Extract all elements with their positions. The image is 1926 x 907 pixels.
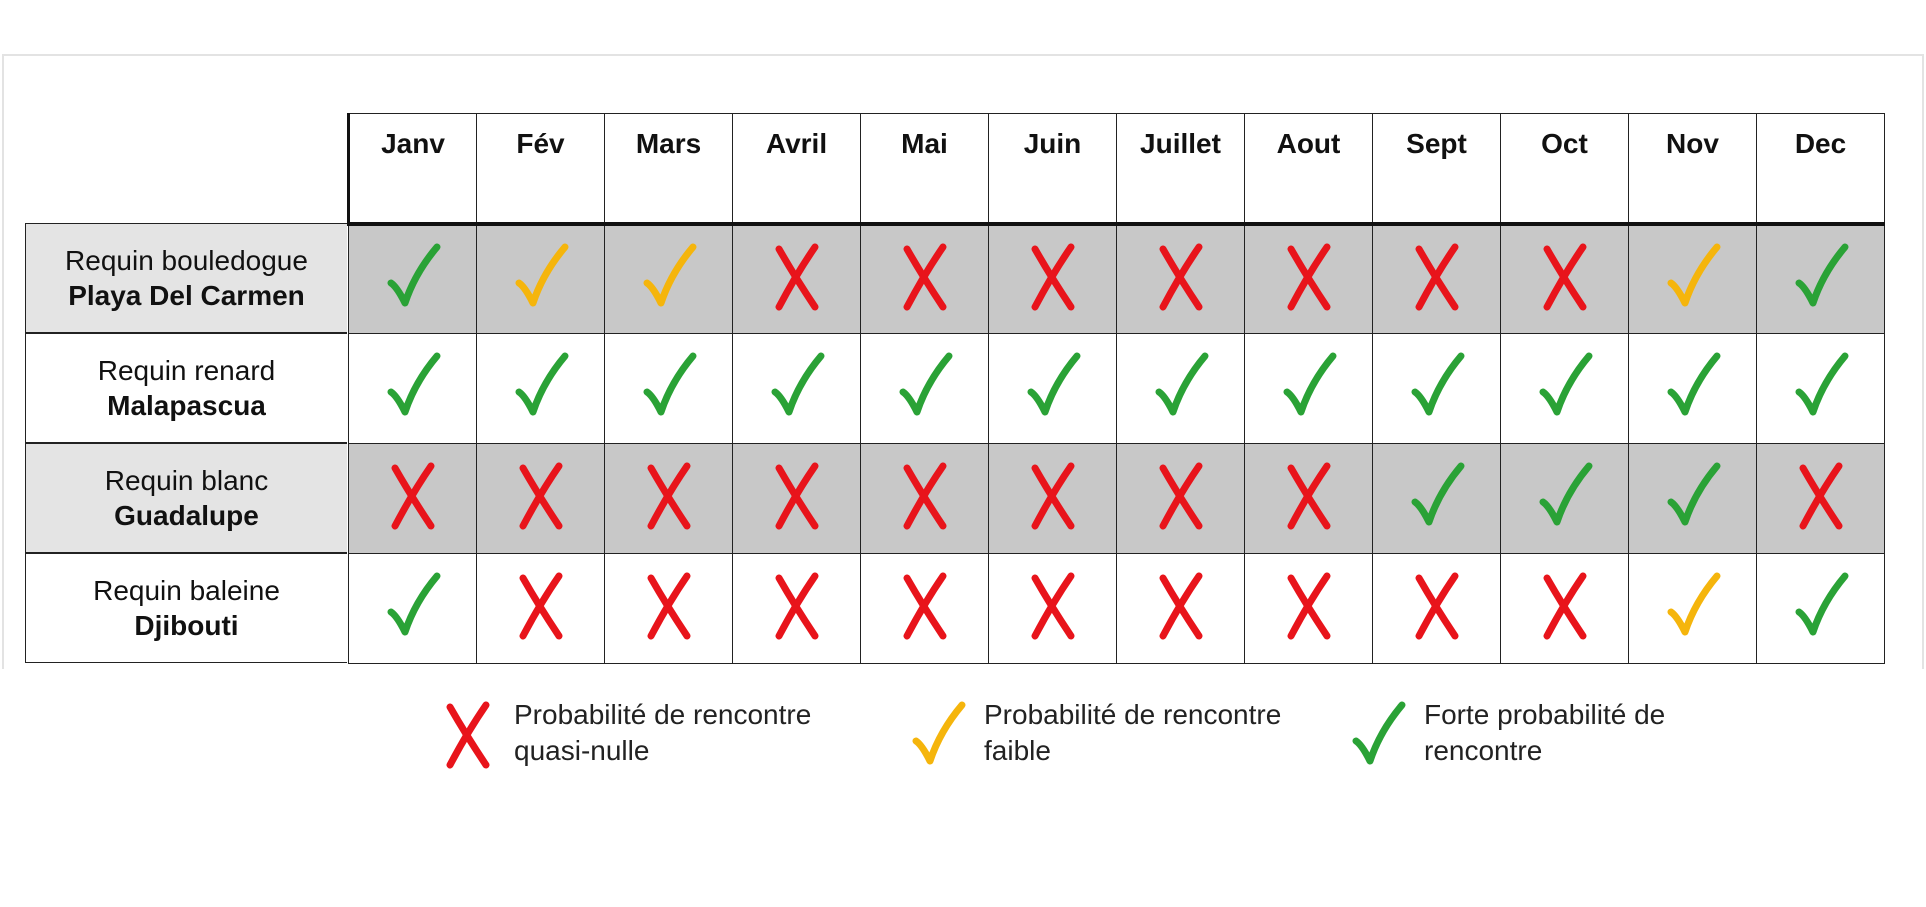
cell-juillet <box>1117 224 1245 334</box>
green-check-icon <box>641 352 697 420</box>
month-header-0: Janv <box>349 114 477 224</box>
cell-dec <box>1757 444 1885 554</box>
month-header-10: Nov <box>1629 114 1757 224</box>
red-cross-icon <box>641 572 697 640</box>
red-cross-icon <box>641 462 697 530</box>
row-label <box>25 333 347 443</box>
red-cross-icon <box>1409 243 1465 311</box>
cell-janv <box>349 224 477 334</box>
month-header-11: Dec <box>1757 114 1885 224</box>
green-check-icon <box>385 572 441 640</box>
cell-aout <box>1245 334 1373 444</box>
cell-mai <box>861 224 989 334</box>
cell-oct <box>1501 444 1629 554</box>
legend-item-none <box>440 697 854 773</box>
cell-mars <box>605 334 733 444</box>
cell-dec <box>1757 554 1885 664</box>
cell-mai <box>861 554 989 664</box>
cell-nov <box>1629 224 1757 334</box>
green-check-icon <box>1793 352 1849 420</box>
red-cross-icon <box>1281 572 1337 640</box>
cell-aout <box>1245 224 1373 334</box>
red-cross-icon <box>385 462 441 530</box>
red-cross-icon <box>1025 462 1081 530</box>
species-name: Requin bouledogue <box>65 245 308 276</box>
red-cross-icon <box>769 462 825 530</box>
green-check-icon <box>1281 352 1337 420</box>
cell-fév <box>477 334 605 444</box>
orange-check-icon <box>1665 243 1721 311</box>
cell-juillet <box>1117 554 1245 664</box>
green-check-icon <box>385 352 441 420</box>
month-header-8: Sept <box>1373 114 1501 224</box>
row-label <box>25 553 347 663</box>
month-header-row <box>349 114 1885 224</box>
orange-check-icon <box>641 243 697 311</box>
location-name: Guadalupe <box>114 500 259 531</box>
species-name: Requin baleine <box>93 575 280 606</box>
location-name: Malapascua <box>107 390 266 421</box>
cell-dec <box>1757 334 1885 444</box>
cell-dec <box>1757 224 1885 334</box>
month-header-6: Juillet <box>1117 114 1245 224</box>
green-check-icon <box>897 352 953 420</box>
red-cross-icon <box>1153 243 1209 311</box>
green-check-icon <box>1409 352 1465 420</box>
green-check-icon <box>1793 572 1849 640</box>
legend-text: Probabilité de rencontre quasi-nulle <box>514 699 812 767</box>
orange-check-icon <box>513 243 569 311</box>
legend-text: Probabilité de rencontre faible <box>984 699 1282 767</box>
cell-mars <box>605 444 733 554</box>
green-check-icon <box>1350 697 1406 773</box>
green-check-icon <box>513 352 569 420</box>
table-row <box>349 334 1885 444</box>
cell-oct <box>1501 554 1629 664</box>
cell-aout <box>1245 554 1373 664</box>
legend-item-low <box>910 697 1324 773</box>
red-cross-icon <box>769 572 825 640</box>
red-cross-icon <box>1281 243 1337 311</box>
cell-nov <box>1629 554 1757 664</box>
cell-nov <box>1629 444 1757 554</box>
cell-juin <box>989 224 1117 334</box>
table-row <box>349 224 1885 334</box>
red-cross-icon <box>440 697 496 773</box>
green-check-icon <box>1793 243 1849 311</box>
red-cross-icon <box>1025 572 1081 640</box>
red-cross-icon <box>1153 572 1209 640</box>
month-header-7: Aout <box>1245 114 1373 224</box>
legend-text: Forte probabilité de rencontre <box>1424 699 1666 767</box>
cell-juin <box>989 554 1117 664</box>
cell-juillet <box>1117 444 1245 554</box>
cell-oct <box>1501 334 1629 444</box>
green-check-icon <box>1153 352 1209 420</box>
red-cross-icon <box>897 243 953 311</box>
cell-aout <box>1245 444 1373 554</box>
table-row <box>349 444 1885 554</box>
shark-calendar-table <box>347 113 1885 664</box>
location-name: Playa Del Carmen <box>68 280 305 311</box>
red-cross-icon <box>513 462 569 530</box>
red-cross-icon <box>897 572 953 640</box>
red-cross-icon <box>1025 243 1081 311</box>
cell-avril <box>733 554 861 664</box>
green-check-icon <box>385 243 441 311</box>
cell-mai <box>861 334 989 444</box>
row-label <box>25 223 347 333</box>
month-header-9: Oct <box>1501 114 1629 224</box>
red-cross-icon <box>1409 572 1465 640</box>
cell-sept <box>1373 554 1501 664</box>
cell-fév <box>477 444 605 554</box>
red-cross-icon <box>1793 462 1849 530</box>
month-header-2: Mars <box>605 114 733 224</box>
red-cross-icon <box>769 243 825 311</box>
cell-oct <box>1501 224 1629 334</box>
month-header-1: Fév <box>477 114 605 224</box>
cell-janv <box>349 444 477 554</box>
red-cross-icon <box>1537 243 1593 311</box>
location-name: Djibouti <box>134 610 239 641</box>
cell-nov <box>1629 334 1757 444</box>
cell-juin <box>989 444 1117 554</box>
green-check-icon <box>1537 462 1593 530</box>
cell-mars <box>605 554 733 664</box>
orange-check-icon <box>910 697 966 773</box>
cell-fév <box>477 554 605 664</box>
green-check-icon <box>769 352 825 420</box>
cell-mai <box>861 444 989 554</box>
cell-avril <box>733 224 861 334</box>
cell-juillet <box>1117 334 1245 444</box>
species-name: Requin blanc <box>104 465 269 496</box>
table-row <box>349 554 1885 664</box>
green-check-icon <box>1537 352 1593 420</box>
cell-sept <box>1373 334 1501 444</box>
orange-check-icon <box>1665 572 1721 640</box>
red-cross-icon <box>1537 572 1593 640</box>
cell-janv <box>349 334 477 444</box>
red-cross-icon <box>1281 462 1337 530</box>
row-label <box>25 443 347 553</box>
cell-sept <box>1373 444 1501 554</box>
species-name: Requin renard <box>97 355 276 386</box>
green-check-icon <box>1665 462 1721 530</box>
legend-item-high <box>1350 697 1764 773</box>
month-header-5: Juin <box>989 114 1117 224</box>
green-check-icon <box>1665 352 1721 420</box>
cell-avril <box>733 334 861 444</box>
red-cross-icon <box>513 572 569 640</box>
month-header-3: Avril <box>733 114 861 224</box>
cell-mars <box>605 224 733 334</box>
cell-avril <box>733 444 861 554</box>
cell-janv <box>349 554 477 664</box>
red-cross-icon <box>897 462 953 530</box>
cell-juin <box>989 334 1117 444</box>
green-check-icon <box>1409 462 1465 530</box>
cell-fév <box>477 224 605 334</box>
green-check-icon <box>1025 352 1081 420</box>
month-header-4: Mai <box>861 114 989 224</box>
cell-sept <box>1373 224 1501 334</box>
red-cross-icon <box>1153 462 1209 530</box>
